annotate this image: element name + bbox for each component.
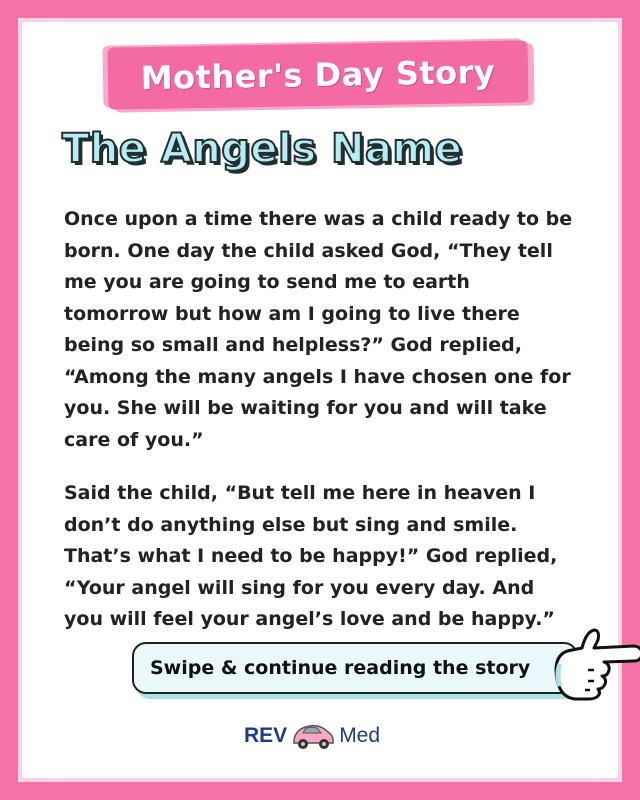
- revmed-logo: [244, 720, 380, 752]
- continue-reading-button[interactable]: [132, 642, 578, 694]
- story-text: [64, 204, 574, 658]
- banner-title: Mother's Day Story: [140, 52, 496, 98]
- logo-rev-text: REV: [244, 724, 288, 747]
- story-paragraph: Said the child, “But tell me here in heaven I don’t do anything else but sing and smile. That’s what I need to be happy!” God replied, “Your angel will sing for you every day. And you will feel your angel’s love and be happy.”: [64, 482, 558, 630]
- car-icon: [291, 720, 335, 752]
- story-title: The Angels Name: [62, 126, 463, 172]
- pointing-hand-icon: [550, 626, 640, 706]
- story-paragraph: Once upon a time there was a child ready to be born. One day the child asked God, “They tell me you are going to send me to earth tomorrow but how am I going to live there being so small and helpless?” God replied, “Among the many angels I have chosen one for you. She will be waiting for you and will take care of you.”: [64, 208, 573, 451]
- continue-reading-label: Swipe & continue reading the story: [150, 657, 531, 679]
- logo-med-text: Med: [339, 724, 381, 747]
- header-banner: [107, 40, 528, 109]
